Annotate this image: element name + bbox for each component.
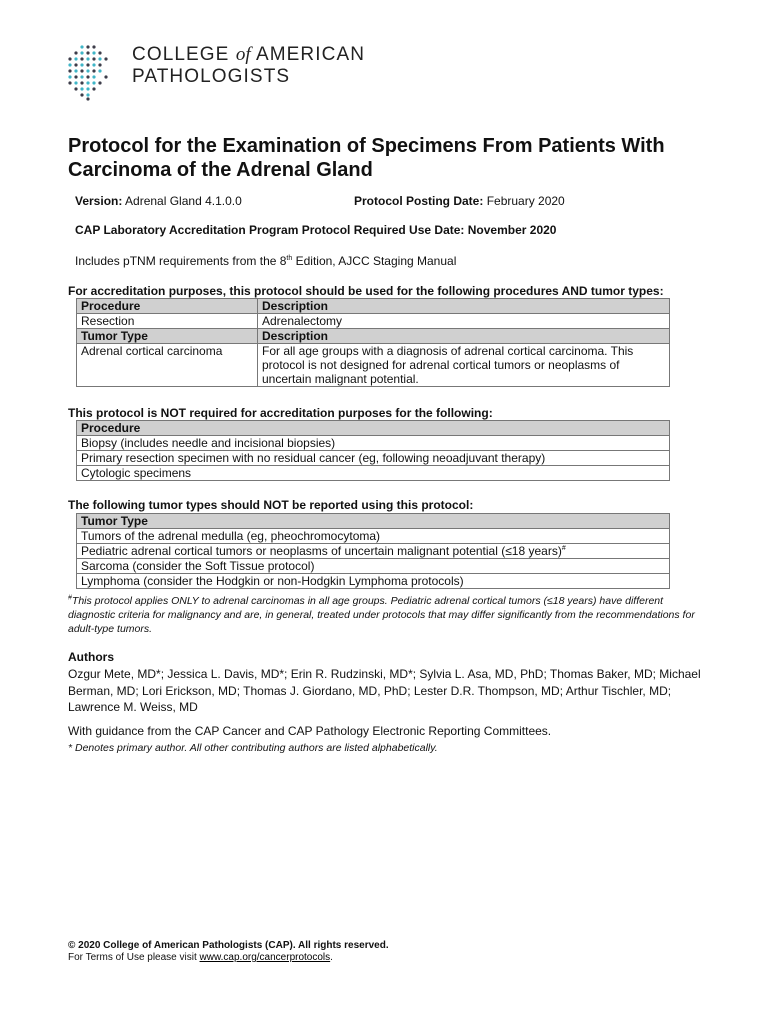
not-required-table — [76, 420, 670, 481]
cap-logo-text — [132, 44, 365, 88]
includes-pre: Includes pTNM requirements from the 8 — [75, 254, 287, 268]
posting-date-label: Protocol Posting Date: — [354, 194, 484, 208]
version-label: Version: — [75, 194, 123, 208]
table-row — [77, 574, 670, 589]
not-reported-heading: The following tumor types should NOT be reported using this protocol: — [68, 498, 474, 512]
includes-post: Edition, AJCC Staging Manual — [292, 254, 457, 268]
logo-college: COLLEGE — [132, 44, 236, 65]
cancer-protocols-link[interactable]: www.cap.org/cancerprotocols — [199, 952, 331, 963]
accreditation-heading: For accreditation purposes, this protocol should be used for the following procedures AND tumor types: — [68, 284, 664, 298]
logo-line-2: PATHOLOGISTS — [132, 66, 291, 87]
col-description: Description — [258, 299, 670, 314]
terms-post: . — [330, 952, 333, 963]
footnote-mark: # — [68, 594, 72, 602]
col-procedure: Procedure — [77, 299, 258, 314]
table-header-row — [77, 329, 670, 344]
copyright: © 2020 College of American Pathologists (CAP). All rights reserved. — [68, 940, 389, 951]
cell-text: Pediatric adrenal cortical tumors or neoplasms of uncertain malignant potential (≤18 years) — [81, 544, 562, 558]
cell-procedure: Primary resection specimen with no residual cancer (eg, following neoadjuvant therapy) — [77, 451, 670, 466]
cell-procedure: Resection — [77, 314, 258, 329]
guidance-text: With guidance from the CAP Cancer and CAP Pathology Electronic Reporting Committees. — [68, 724, 552, 738]
footnote — [68, 594, 708, 636]
table-header-row — [77, 514, 670, 529]
cap-logo — [66, 44, 366, 102]
cell-description: Adrenalectomy — [258, 314, 670, 329]
includes-sup: th — [286, 255, 293, 262]
version-value: Adrenal Gland 4.1.0.0 — [125, 194, 242, 208]
authors-list: Ozgur Mete, MD*; Jessica L. Davis, MD*; Erin R. Rudzinski, MD*; Sylvia L. Asa, MD, PhD; Thomas Baker, MD; Michael Berman, MD; Lori Erickson, MD; Thomas J. Giordano, MD, PhD; Lester D.R. Thompson, MD; Arthur Tischler, MD; Lawrence M. Weiss, MD — [68, 667, 701, 714]
footer — [68, 940, 389, 964]
terms-pre: For Terms of Use please visit — [68, 952, 200, 963]
cell-procedure: Biopsy (includes needle and incisional biopsies) — [77, 436, 670, 451]
logo-line-1 — [132, 44, 365, 66]
cell-tumor-type: Sarcoma (consider the Soft Tissue protocol) — [77, 559, 670, 574]
accreditation-table — [76, 298, 670, 387]
primary-author-note: * Denotes primary author. All other contributing authors are listed alphabetically. — [68, 742, 438, 754]
logo-american: AMERICAN — [250, 44, 366, 65]
footnote-text: This protocol applies ONLY to adrenal carcinomas in all age groups. Pediatric adrenal cortical tumors (≤18 years) have different diagnostic criteria for malignancy and are, in general, treated under protocols that may differ significantly from the recommendations for adult-type tumors. — [68, 595, 695, 635]
cell-procedure: Cytologic specimens — [77, 466, 670, 481]
table-row — [77, 451, 670, 466]
required-use-date: CAP Laboratory Accreditation Program Protocol Required Use Date: November 2020 — [75, 223, 557, 237]
cell-description: For all age groups with a diagnosis of adrenal cortical carcinoma. This protocol is not designed for adrenal cortical tumors or neoplasms of uncertain malignant potential. — [258, 344, 670, 387]
version-line — [75, 194, 242, 208]
table-row — [77, 314, 670, 329]
col-tumor-type: Tumor Type — [77, 329, 258, 344]
terms-line — [68, 952, 389, 964]
table-header-row — [77, 299, 670, 314]
table-row — [77, 344, 670, 387]
not-required-heading: This protocol is NOT required for accreditation purposes for the following: — [68, 406, 493, 420]
authors-heading: Authors — [68, 650, 114, 664]
table-row — [77, 544, 670, 559]
footnote-mark: # — [561, 545, 566, 552]
cell-tumor-type: Tumors of the adrenal medulla (eg, pheochromocytoma) — [77, 529, 670, 544]
page-title: Protocol for the Examination of Specimens From Patients With Carcinoma of the Adrenal Gland — [68, 135, 665, 181]
posting-date-value: February 2020 — [486, 194, 565, 208]
table-header-row — [77, 421, 670, 436]
not-reported-table — [76, 513, 670, 589]
cell-tumor-type — [77, 544, 670, 559]
col-procedure: Procedure — [77, 421, 670, 436]
table-row — [77, 559, 670, 574]
cell-tumor-type: Adrenal cortical carcinoma — [77, 344, 258, 387]
table-row — [77, 529, 670, 544]
table-row — [77, 436, 670, 451]
col-description: Description — [258, 329, 670, 344]
posting-date-line — [354, 194, 565, 208]
includes-ptnm — [75, 254, 456, 268]
col-tumor-type: Tumor Type — [77, 514, 670, 529]
cell-tumor-type: Lymphoma (consider the Hodgkin or non-Hodgkin Lymphoma protocols) — [77, 574, 670, 589]
table-row — [77, 466, 670, 481]
cap-logo-dots-icon — [66, 44, 110, 102]
logo-of: of — [235, 44, 251, 65]
